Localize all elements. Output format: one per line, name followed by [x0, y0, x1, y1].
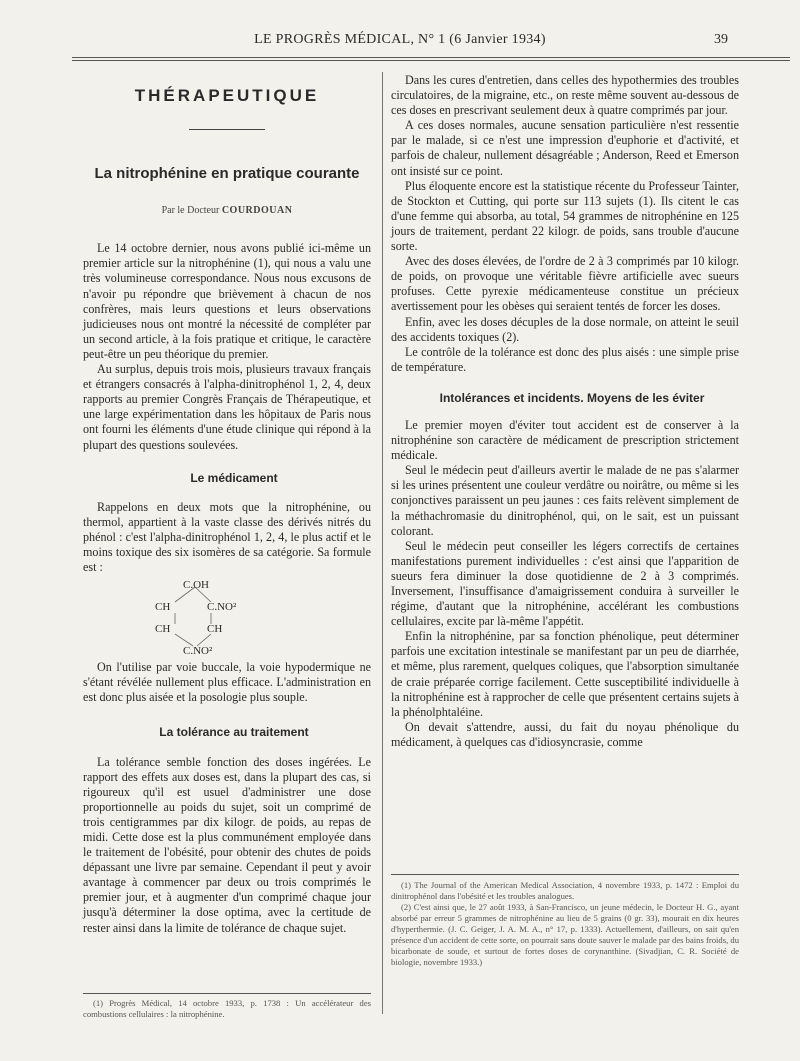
formula-bottom: C.NO² — [183, 645, 213, 658]
paragraph: Enfin la nitrophénine, par sa fonction phénolique, peut déterminer parfois une excitation intestinale se manifestant par un peu de diarrhée, et même, plus rarement, quelques coliques, que l'absorption simultanée de craie préparée corrige facilement. Cette susceptibilité individuelle à la nitrophénine est à rapprocher de celle que présentent certains sujets à la phénolphtaléine. — [391, 629, 739, 719]
left-footnote — [83, 998, 371, 1020]
formula-lower-right: CH — [207, 623, 223, 636]
paragraph: Avec des doses élevées, de l'ordre de 2 à 3 comprimés par 10 kilogr. de poids, on provoque une véritable fièvre artificielle avec sueurs profuses. Cette pyrexie médicamenteuse constitue un précieux avertissement pour les obèses qui seraient tentés de forcer les doses. — [391, 254, 739, 314]
left-footnote-rule — [83, 993, 371, 994]
formula-upper-right: C.NO² — [207, 601, 237, 614]
paragraph: Le contrôle de la tolérance est donc des plus aisés : une simple prise de température. — [391, 344, 739, 374]
formula-top: C.OH — [183, 579, 209, 592]
paragraph: Rappelons en deux mots que la nitrophénine, ou thermol, appartient à la vaste classe des dérivés nitrés du phénol : c'est l'alpha-dinitrophénol 1, 2, 4, le plus actif et le moins toxique des six isomères de sa catégorie. Sa formule est : — [83, 499, 371, 575]
chemical-formula — [83, 578, 371, 658]
section-divider — [189, 129, 265, 130]
page-number: 39 — [714, 32, 728, 47]
right-footnotes — [391, 880, 739, 968]
author-name: COURDOUAN — [221, 205, 293, 217]
formula-lower-left: CH — [155, 623, 171, 636]
left-column — [83, 80, 371, 936]
paragraph: Dans les cures d'entretien, dans celles des hypothermies des troubles circulatoires, de la migraine, etc., on reste même souvent au-dessous de ces doses en prescrivant seulement deux à quatre comprimés par jour. — [391, 73, 739, 118]
footnote: (1) The Journal of the American Medical Association, 4 novembre 1933, p. 1472 : Emploi du dinitrophénol dans l'obésité et les troubles analogues. — [391, 880, 739, 901]
byline-prefix: Par le Docteur — [161, 205, 220, 217]
paragraph: Seul le médecin peut d'ailleurs avertir le malade de ne pas s'alarmer si les urines présentent une couleur verdâtre ou noirâtre, ou même si les conjonctives paraissent un peu jaunes : ces faits relèvent simplement de la méthachromasie du dinitrophénol, qui, on le sait, est un puissant colorant. — [391, 463, 739, 538]
paragraph: On devait s'attendre, aussi, du fait du noyau phénolique du médicament, à quelques cas d'idiosyncrasie, comme — [391, 719, 739, 749]
intro-text — [83, 241, 371, 452]
header-rule-top — [72, 57, 790, 58]
paragraph: Le 14 octobre dernier, nous avons publié ici-même un premier article sur la nitrophénine (1), qui nous a valu une très volumineuse correspondance. Nous nous excusons de n'avoir pu répondre que brièvement à chacun de nos confrères, mais leurs questions et leurs observations judicieuses nous ont montré la nécessité de compléter par un second article, à la fois pratique et critique, le caractère peut-être un peu théorique du premier. — [83, 241, 371, 361]
benzene-ring-lines — [83, 578, 371, 658]
paragraph: Au surplus, depuis trois mois, plusieurs travaux français et étrangers consacrés à l'alpha-dinitrophénol 1, 2, 4, deux rapports au premier Congrès Français de Thérapeutique, et une large expérimentation dans les hôpitaux de Paris nous ont fourni les éléments d'une étude clinique qui répond à la plupart des questions soulevées. — [83, 362, 371, 452]
footnote: (1) Progrès Médical, 14 octobre 1933, p. 1738 : Un accélérateur des combustions cellulaires : la nitrophénine. — [83, 998, 371, 1019]
byline — [83, 203, 371, 218]
running-header — [0, 32, 800, 52]
paragraph: La tolérance semble fonction des doses ingérées. Le rapport des effets aux doses est, dans la plupart des cas, si rigoureux qu'il est usuel d'administrer une dose proportionnelle au poids du sujet, soit un comprimé de trois centigrammes par dix kilogr. de poids, au repas de midi. Cette dose est la plus communément employée dans le traitement de l'obésité, pour obtenir des chutes de poids dépassant une livre par semaine. Cependant il peut y avoir avantage à commencer par deux ou trois comprimés le premier jour, et à augmenter d'un comprimé chaque jour jusqu'à déterminer la dose optima, avec la certitude de rester ainsi dans la limite de tolérance de chaque sujet. — [83, 754, 371, 935]
article-title: La nitrophénine en pratique courante — [94, 165, 360, 183]
paragraph: A ces doses normales, aucune sensation particulière n'est ressentie par le malade, si ce n'est une impression d'euphorie et d'activité, et parfois de chaleur, nullement désagréable ; Anderson, Reed et Emerson ont insisté sur ce point. — [391, 118, 739, 178]
right-footnote-rule — [391, 874, 739, 875]
column-divider — [382, 72, 383, 1014]
subheading-intolerances: Intolérances et incidents. Moyens de les éviter — [439, 390, 705, 405]
formula-upper-left: CH — [155, 601, 171, 614]
subheading-medicament: Le médicament — [190, 470, 278, 485]
footnote: (2) C'est ainsi que, le 27 août 1933, à San-Francisco, un jeune médecin, le Docteur H. G., ayant absorbé par erreur 5 grammes de nitrophénine au lieu de 5 grains (0 gr. 33), mourait en dix heures d'hyperthermie. (J. C. Geiger, J. A. M. A., n° 17, p. 1333). Actuellement, d'ailleurs, on sait qu'en présence d'un accident de cette sorte, on pourrait sans doute sauver le malade par des bains froids, du bicarbonate de soude, et surtout de fortes doses de corynanthine. (Sivadjian, C. R. Société de biologie, novembre 1933.) — [391, 902, 739, 967]
section-title: THÉRAPEUTIQUE — [134, 86, 320, 105]
paragraph: Enfin, avec les doses décuples de la dose normale, on atteint le seuil des accidents toxiques (2). — [391, 314, 739, 344]
paragraph: Seul le médecin peut conseiller les légers correctifs de certaines manifestations purement individuelles : c'est ainsi que l'apparition de sueurs fera diminuer la dose quotidienne de 2 à 3 comprimés. Inversement, l'insuffisance d'amaigrissement conduira à surveiller le régime, d'autant que la nitrophénine, accélérant les combustions cellulaires, excite par là-même l'appétit. — [391, 538, 739, 629]
paragraph: Le premier moyen d'éviter tout accident est de conserver à la nitrophénine son caractère de médicament de prescription strictement médicale. — [391, 417, 739, 463]
header-rule-bottom — [72, 60, 790, 61]
paragraph: On l'utilise par voie buccale, la voie hypodermique ne s'étant révélée nullement plus efficace. L'administration en est donc plus aisée et la posologie plus souple. — [83, 660, 371, 705]
running-title: LE PROGRÈS MÉDICAL, N° 1 (6 Janvier 1934) — [254, 32, 546, 47]
right-column — [391, 73, 739, 750]
paragraph: Plus éloquente encore est la statistique récente du Professeur Tainter, de Stockton et Cutting, qui porte sur 113 sujets (1). Ils citent le cas d'une femme qui absorba, au total, 54 grammes de nitrophénine en 125 jours de traitement, perdant 22 kilogr. de poids, sans trouble d'aucune sorte. — [391, 178, 739, 254]
subheading-tolerance: La tolérance au traitement — [159, 725, 309, 740]
